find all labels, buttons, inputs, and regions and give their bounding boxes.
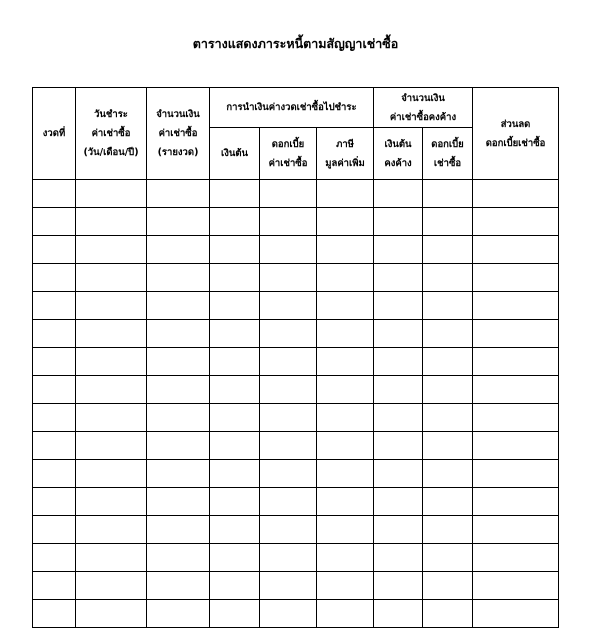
table-cell[interactable] (317, 376, 374, 404)
table-cell[interactable] (374, 516, 423, 544)
table-cell[interactable] (76, 516, 147, 544)
table-row (33, 544, 559, 572)
table-cell[interactable] (374, 488, 423, 516)
col-header-allocation-vat: ภาษี มูลค่าเพิ่ม (317, 128, 374, 180)
table-cell[interactable] (260, 516, 317, 544)
table-cell[interactable] (147, 572, 210, 600)
header-row-top (33, 88, 559, 128)
table-cell[interactable] (473, 376, 559, 404)
page-title: ตารางแสดงภาระหนี้ตามสัญญาเช่าซื้อ (192, 36, 399, 51)
table-cell[interactable] (473, 600, 559, 628)
table-row (33, 348, 559, 376)
table-cell[interactable] (423, 180, 473, 208)
table-cell[interactable] (76, 376, 147, 404)
table-cell[interactable] (317, 236, 374, 264)
table-cell[interactable] (423, 376, 473, 404)
table-cell[interactable] (33, 320, 76, 348)
table-row (33, 600, 559, 628)
hire-purchase-schedule-table (32, 87, 559, 628)
table-cell[interactable] (76, 292, 147, 320)
table-cell[interactable] (33, 376, 76, 404)
table-cell[interactable] (473, 236, 559, 264)
table-cell[interactable] (423, 488, 473, 516)
table-cell[interactable] (374, 320, 423, 348)
schedule-body (33, 180, 559, 628)
table-cell[interactable] (33, 208, 76, 236)
table-cell[interactable] (423, 208, 473, 236)
table-cell[interactable] (473, 180, 559, 208)
col-group-allocation: การนำเงินค่างวดเช่าซื้อไปชำระ (210, 88, 374, 128)
table-row (33, 572, 559, 600)
table-cell[interactable] (147, 460, 210, 488)
table-cell[interactable] (33, 432, 76, 460)
table-cell[interactable] (317, 516, 374, 544)
table-cell[interactable] (76, 236, 147, 264)
table-row (33, 516, 559, 544)
table-cell[interactable] (76, 432, 147, 460)
table-cell[interactable] (33, 180, 76, 208)
table-cell[interactable] (76, 404, 147, 432)
table-row (33, 264, 559, 292)
col-header-allocation-interest: ดอกเบี้ย ค่าเช่าซื้อ (260, 128, 317, 180)
table-row (33, 208, 559, 236)
table-cell[interactable] (374, 376, 423, 404)
table-cell[interactable] (423, 516, 473, 544)
table-row (33, 488, 559, 516)
table-cell[interactable] (33, 488, 76, 516)
col-header-due-date: วันชำระ ค่าเช่าซื้อ (วัน/เดือน/ปี) (76, 88, 147, 180)
table-row (33, 432, 559, 460)
table-cell[interactable] (147, 432, 210, 460)
table-cell[interactable] (317, 292, 374, 320)
table-cell[interactable] (317, 404, 374, 432)
table-cell[interactable] (210, 488, 260, 516)
table-cell[interactable] (260, 460, 317, 488)
table-cell[interactable] (317, 208, 374, 236)
table-cell[interactable] (423, 432, 473, 460)
table-cell[interactable] (147, 600, 210, 628)
table-cell[interactable] (317, 432, 374, 460)
table-cell[interactable] (210, 544, 260, 572)
table-cell[interactable] (473, 292, 559, 320)
table-row (33, 376, 559, 404)
table-cell[interactable] (33, 600, 76, 628)
table-cell[interactable] (147, 544, 210, 572)
table-cell[interactable] (76, 600, 147, 628)
table-cell[interactable] (260, 320, 317, 348)
table-cell[interactable] (76, 208, 147, 236)
table-cell[interactable] (260, 544, 317, 572)
col-header-discount: ส่วนลด ดอกเบี้ยเช่าซื้อ (473, 88, 559, 180)
table-cell[interactable] (260, 292, 317, 320)
table-cell[interactable] (76, 348, 147, 376)
table-cell[interactable] (317, 572, 374, 600)
table-cell[interactable] (260, 432, 317, 460)
table-cell[interactable] (423, 600, 473, 628)
col-header-amount: จำนวนเงิน ค่าเช่าซื้อ (รายงวด) (147, 88, 210, 180)
table-cell[interactable] (473, 460, 559, 488)
table-cell[interactable] (76, 320, 147, 348)
table-row (33, 320, 559, 348)
table-cell[interactable] (210, 264, 260, 292)
table-row (33, 236, 559, 264)
table-cell[interactable] (374, 208, 423, 236)
table-cell[interactable] (33, 460, 76, 488)
table-cell[interactable] (260, 348, 317, 376)
table-cell[interactable] (260, 488, 317, 516)
table-cell[interactable] (317, 320, 374, 348)
table-cell[interactable] (76, 572, 147, 600)
table-cell[interactable] (423, 460, 473, 488)
table-cell[interactable] (147, 376, 210, 404)
table-cell[interactable] (423, 572, 473, 600)
table-cell[interactable] (473, 208, 559, 236)
table-cell[interactable] (374, 180, 423, 208)
table-cell[interactable] (260, 208, 317, 236)
table-cell[interactable] (374, 264, 423, 292)
table-cell[interactable] (210, 460, 260, 488)
table-cell[interactable] (260, 180, 317, 208)
table-cell[interactable] (473, 432, 559, 460)
table-cell[interactable] (147, 292, 210, 320)
table-cell[interactable] (423, 404, 473, 432)
table-cell[interactable] (33, 236, 76, 264)
table-cell[interactable] (473, 488, 559, 516)
table-cell[interactable] (473, 404, 559, 432)
table-cell[interactable] (147, 180, 210, 208)
table-cell[interactable] (147, 208, 210, 236)
table-cell[interactable] (76, 180, 147, 208)
col-header-installment: งวดที่ (33, 88, 76, 180)
table-row (33, 292, 559, 320)
table-cell[interactable] (374, 460, 423, 488)
table-cell[interactable] (317, 488, 374, 516)
table-cell[interactable] (147, 488, 210, 516)
table-cell[interactable] (210, 376, 260, 404)
table-cell[interactable] (423, 264, 473, 292)
table-cell[interactable] (210, 236, 260, 264)
table-cell[interactable] (147, 320, 210, 348)
table-cell[interactable] (374, 544, 423, 572)
table-cell[interactable] (473, 264, 559, 292)
table-cell[interactable] (76, 264, 147, 292)
table-cell[interactable] (423, 292, 473, 320)
table-cell[interactable] (374, 404, 423, 432)
table-cell[interactable] (260, 376, 317, 404)
table-cell[interactable] (76, 460, 147, 488)
col-header-outstanding-principal: เงินต้น คงค้าง (374, 128, 423, 180)
table-cell[interactable] (210, 600, 260, 628)
table-cell[interactable] (210, 404, 260, 432)
table-cell[interactable] (317, 348, 374, 376)
table-cell[interactable] (210, 572, 260, 600)
table-cell[interactable] (317, 180, 374, 208)
table-cell[interactable] (33, 348, 76, 376)
table-cell[interactable] (473, 544, 559, 572)
table-cell[interactable] (317, 544, 374, 572)
table-cell[interactable] (473, 348, 559, 376)
table-cell[interactable] (33, 404, 76, 432)
table-cell[interactable] (147, 404, 210, 432)
table-row (33, 404, 559, 432)
table-cell[interactable] (423, 348, 473, 376)
table-cell[interactable] (210, 292, 260, 320)
table-row (33, 180, 559, 208)
table-cell[interactable] (374, 292, 423, 320)
table-cell[interactable] (317, 264, 374, 292)
table-cell[interactable] (473, 572, 559, 600)
table-cell[interactable] (374, 348, 423, 376)
table-cell[interactable] (260, 236, 317, 264)
table-cell[interactable] (423, 320, 473, 348)
table-cell[interactable] (210, 180, 260, 208)
table-cell[interactable] (33, 292, 76, 320)
table-cell[interactable] (317, 600, 374, 628)
table-cell[interactable] (147, 516, 210, 544)
table-cell[interactable] (317, 460, 374, 488)
table-cell[interactable] (374, 432, 423, 460)
table-cell[interactable] (260, 572, 317, 600)
table-cell[interactable] (210, 348, 260, 376)
table-cell[interactable] (147, 264, 210, 292)
table-cell[interactable] (210, 432, 260, 460)
table-cell[interactable] (473, 320, 559, 348)
table-row (33, 460, 559, 488)
table-cell[interactable] (423, 544, 473, 572)
table-cell[interactable] (210, 208, 260, 236)
table-cell[interactable] (33, 544, 76, 572)
table-cell[interactable] (147, 348, 210, 376)
table-cell[interactable] (260, 404, 317, 432)
table-cell[interactable] (260, 600, 317, 628)
col-group-outstanding: จำนวนเงิน ค่าเช่าซื้อคงค้าง (374, 88, 473, 128)
table-cell[interactable] (33, 516, 76, 544)
table-cell[interactable] (374, 236, 423, 264)
table-cell[interactable] (76, 488, 147, 516)
table-cell[interactable] (210, 516, 260, 544)
table-cell[interactable] (260, 264, 317, 292)
table-cell[interactable] (76, 544, 147, 572)
table-cell[interactable] (374, 600, 423, 628)
table-cell[interactable] (423, 236, 473, 264)
table-cell[interactable] (33, 264, 76, 292)
table-cell[interactable] (33, 572, 76, 600)
table-cell[interactable] (210, 320, 260, 348)
table-cell[interactable] (147, 236, 210, 264)
table-cell[interactable] (473, 516, 559, 544)
col-header-allocation-principal: เงินต้น (210, 128, 260, 180)
table-cell[interactable] (374, 572, 423, 600)
col-header-outstanding-interest: ดอกเบี้ย เช่าซื้อ (423, 128, 473, 180)
